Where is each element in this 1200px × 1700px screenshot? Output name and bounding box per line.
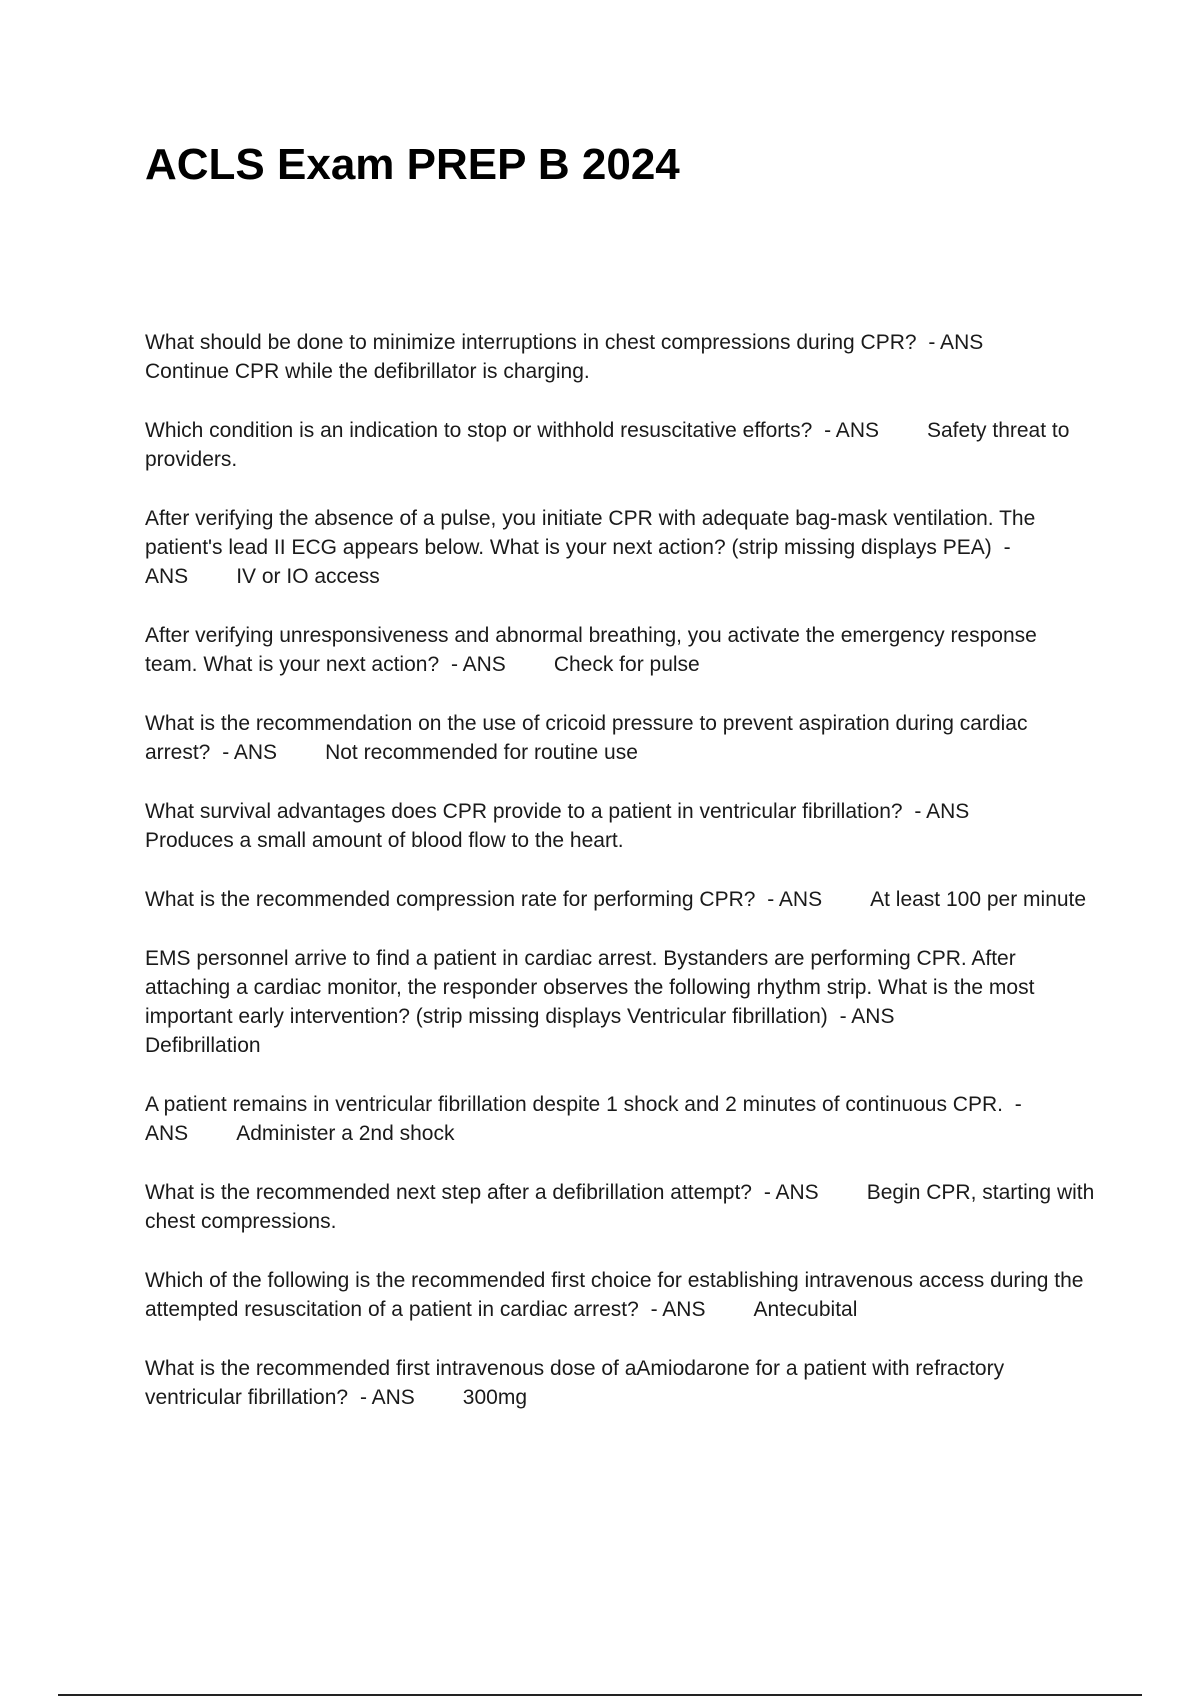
- ans-marker: - ANS: [824, 419, 879, 442]
- question-text: What is the recommended first intravenous dose of aAmiodarone for a patient with refractory ventricular fibrillation?: [145, 1357, 1005, 1409]
- qa-item: [145, 328, 1095, 386]
- qa-item: [145, 1354, 1095, 1412]
- answer-text: At least 100 per minute: [870, 888, 1087, 911]
- question-text: After verifying the absence of a pulse, you initiate CPR with adequate bag-mask ventilation. The patient's lead II ECG appears below. What is your next action? (strip missing displays PEA): [145, 507, 1036, 559]
- question-text: Which condition is an indication to stop or withhold resuscitative efforts?: [145, 419, 819, 442]
- answer-text: Not recommended for routine use: [325, 741, 638, 764]
- qa-list: [145, 328, 1095, 1442]
- qa-item: [145, 621, 1095, 679]
- answer-text: Defibrillation: [145, 1034, 261, 1057]
- ans-marker: - ANS: [145, 536, 1011, 588]
- answer-text: Check for pulse: [553, 653, 700, 676]
- ans-marker: - ANS: [928, 331, 984, 354]
- footer-divider: [58, 1694, 1142, 1696]
- question-text: A patient remains in ventricular fibrillation despite 1 shock and 2 minutes of continuous CPR.: [145, 1093, 1009, 1116]
- document-title: ACLS Exam PREP B 2024: [145, 140, 680, 189]
- ans-marker: - ANS: [763, 1181, 819, 1204]
- ans-marker: - ANS: [359, 1386, 415, 1409]
- answer-text: Begin CPR, starting with chest compressions.: [145, 1181, 1095, 1233]
- answer-text: 300mg: [462, 1386, 528, 1409]
- qa-item: [145, 944, 1095, 1060]
- ans-marker: - ANS: [145, 1093, 1022, 1145]
- answer-text: Produces a small amount of blood flow to the heart.: [145, 829, 624, 852]
- answer-text: Continue CPR while the defibrillator is charging.: [145, 360, 590, 383]
- ans-marker: - ANS: [450, 653, 506, 676]
- question-text: What is the recommendation on the use of cricoid pressure to prevent aspiration during cardiac arrest?: [145, 712, 1028, 764]
- answer-text: Safety threat to providers.: [145, 419, 1070, 471]
- question-text: EMS personnel arrive to find a patient in cardiac arrest. Bystanders are performing CPR. After attaching a cardiac monitor, the responder observes the following rhythm strip. What is the most important early intervention? (strip missing displays Ventricular fibrillation): [145, 947, 1035, 1028]
- answer-text: Antecubital: [753, 1298, 858, 1321]
- answer-text: Administer a 2nd shock: [236, 1122, 455, 1145]
- ans-marker: - ANS: [914, 800, 970, 823]
- qa-item: [145, 416, 1095, 474]
- ans-marker: - ANS: [650, 1298, 706, 1321]
- answer-text: IV or IO access: [236, 565, 380, 588]
- qa-item: [145, 1266, 1095, 1324]
- ans-marker: - ANS: [839, 1005, 895, 1028]
- question-text: What survival advantages does CPR provide to a patient in ventricular fibrillation?: [145, 800, 909, 823]
- ans-marker: - ANS: [767, 888, 823, 911]
- qa-item: [145, 709, 1095, 767]
- qa-item: [145, 1090, 1095, 1148]
- question-text: Which of the following is the recommended first choice for establishing intravenous access during the attempted resuscitation of a patient in cardiac arrest?: [145, 1269, 1084, 1321]
- qa-item: [145, 885, 1095, 914]
- qa-item: [145, 1178, 1095, 1236]
- question-text: What is the recommended next step after a defibrillation attempt?: [145, 1181, 758, 1204]
- ans-marker: - ANS: [222, 741, 278, 764]
- qa-item: [145, 504, 1095, 591]
- question-text: What is the recommended compression rate for performing CPR?: [145, 888, 762, 911]
- qa-item: [145, 797, 1095, 855]
- question-text: What should be done to minimize interruptions in chest compressions during CPR?: [145, 331, 923, 354]
- question-text: After verifying unresponsiveness and abnormal breathing, you activate the emergency response team. What is your next action?: [145, 624, 1037, 676]
